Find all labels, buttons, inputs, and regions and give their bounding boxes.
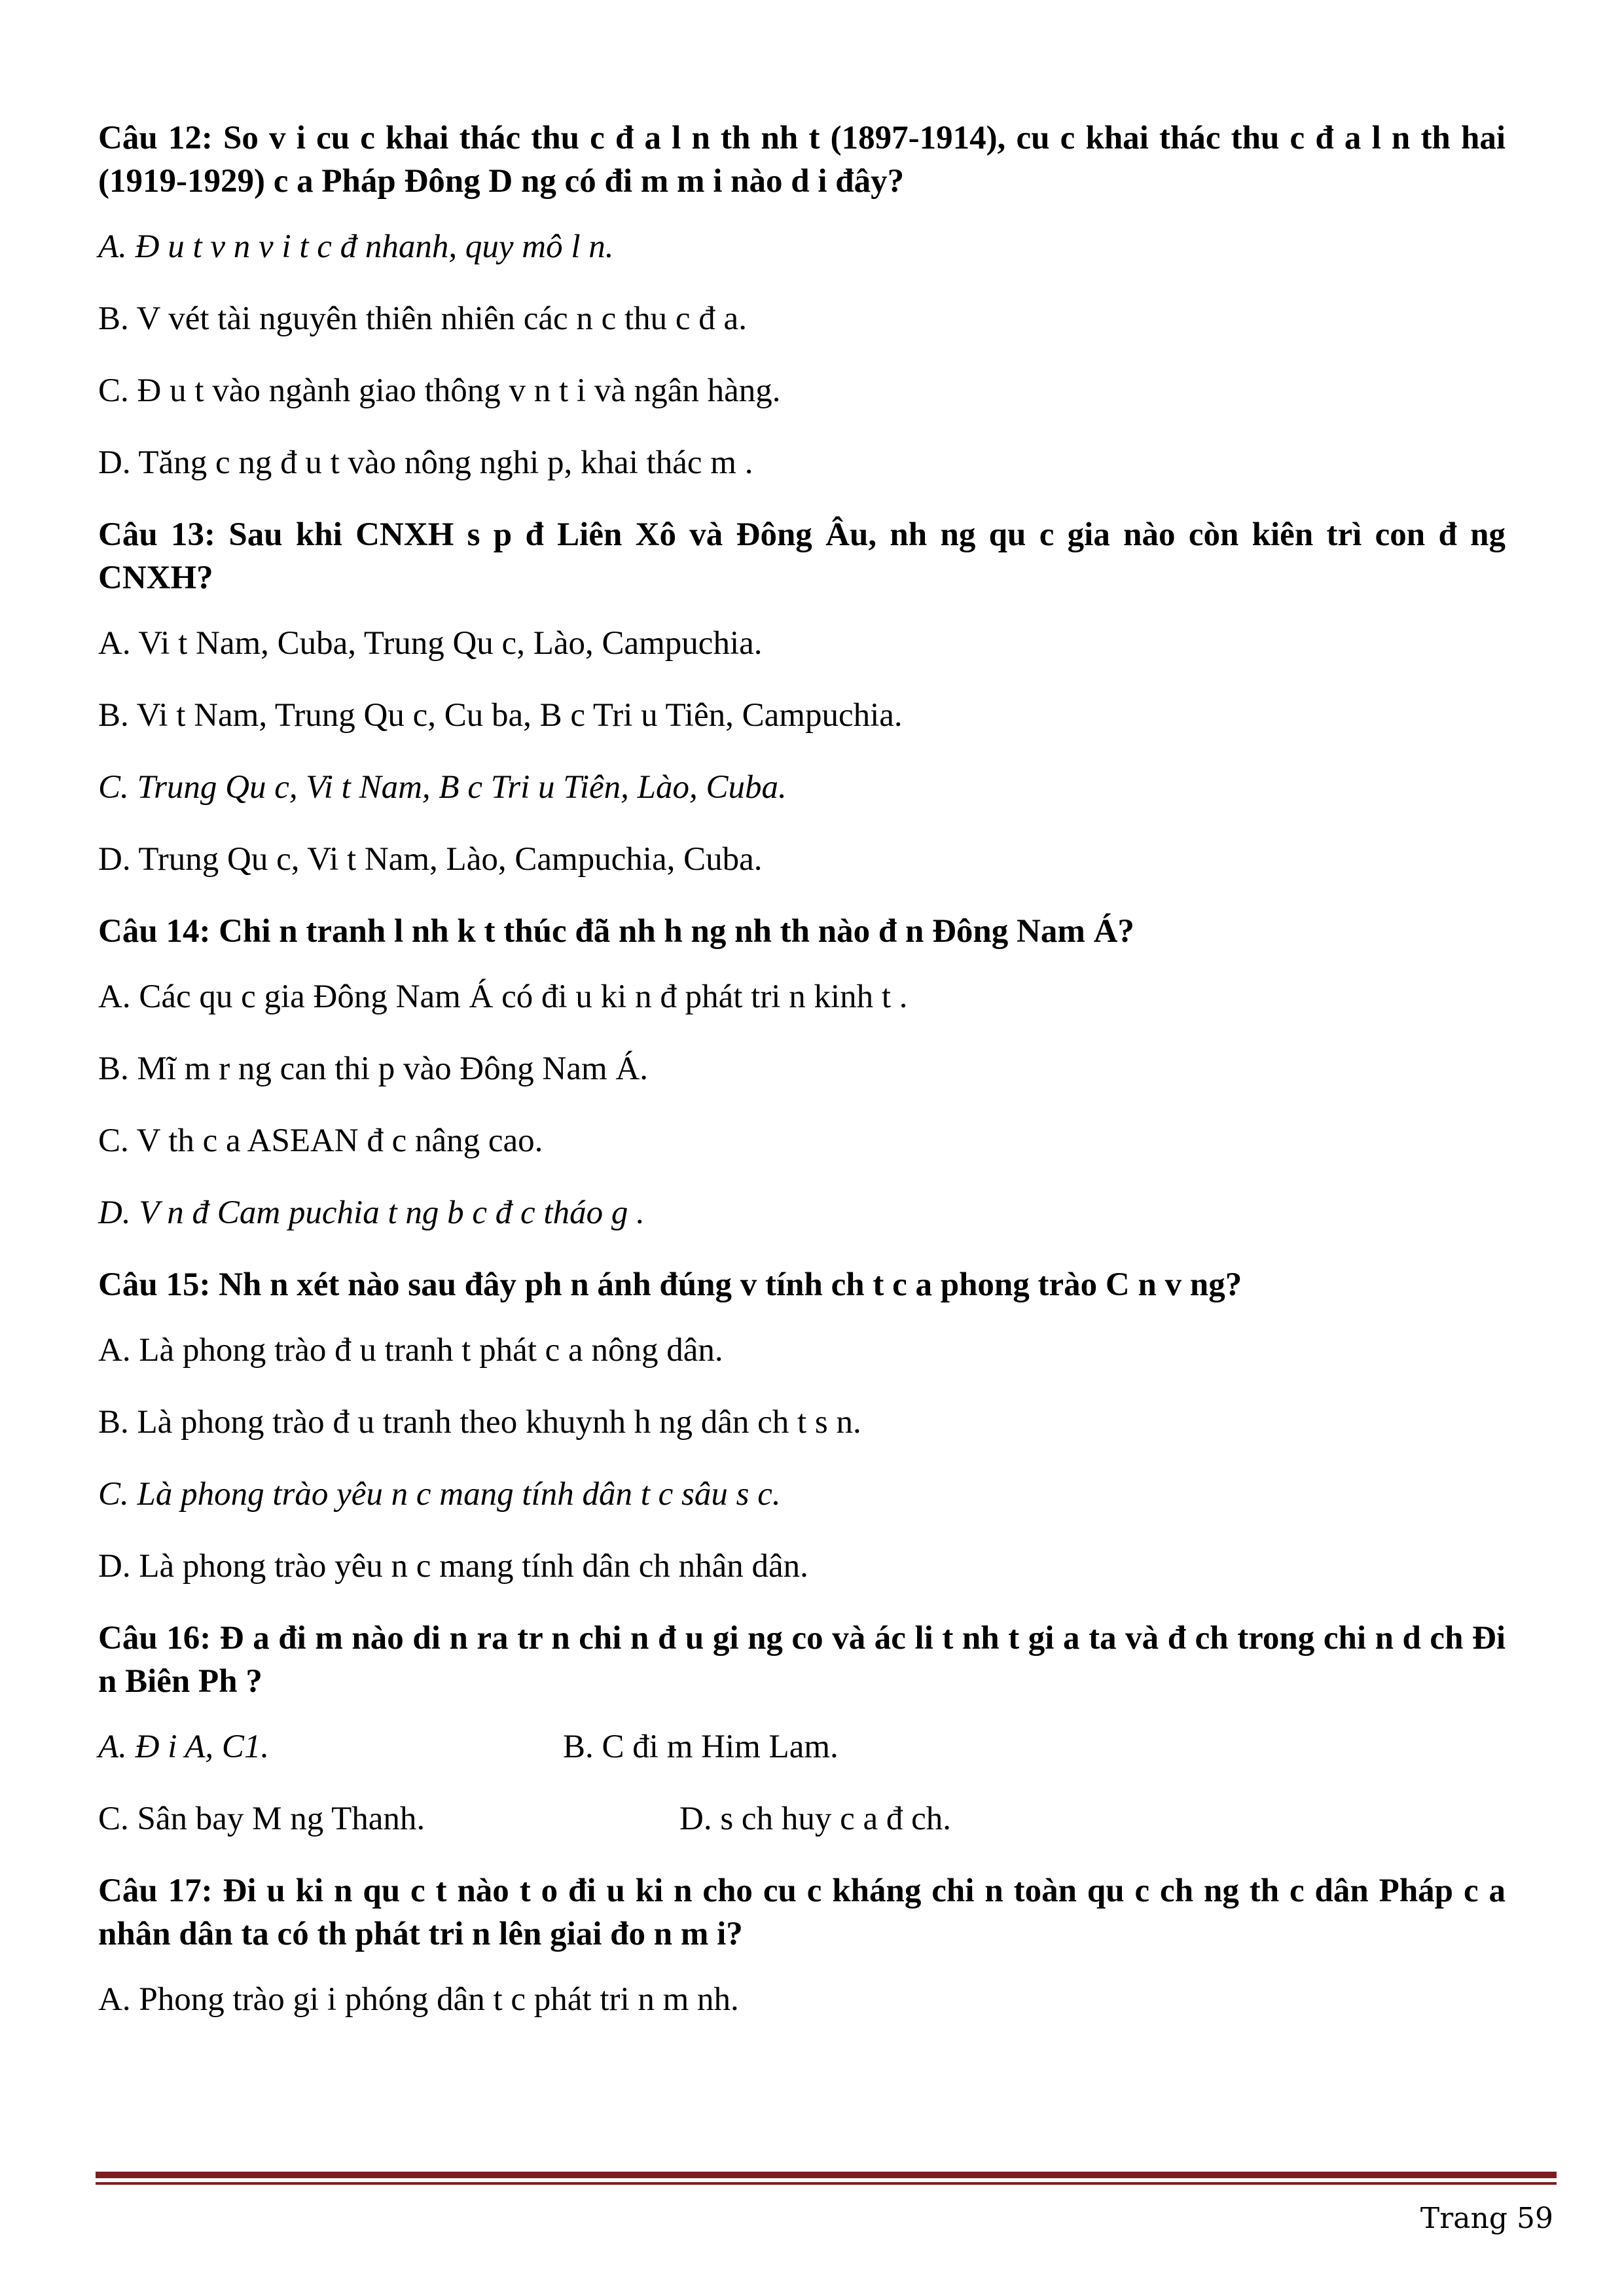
- question-13-option-d: D. Trung Qu c, Vi t Nam, Lào, Campuchia, Cuba.: [98, 841, 763, 878]
- footer-divider-thin: [96, 2182, 1557, 2185]
- question-16-option-c: C. Sân bay M ng Thanh.: [98, 1801, 425, 1837]
- question-block-16: [98, 1617, 1506, 1840]
- question-14-text: Câu 14: Chi n tranh l nh k t thúc đã nh h ng nh th nào đ n Đông Nam Á?: [98, 913, 1134, 950]
- page-number: Trang 59: [1420, 2202, 1553, 2235]
- question-14-option-c: C. V th c a ASEAN đ c nâng cao.: [98, 1122, 543, 1159]
- question-12-option-d: D. Tăng c ng đ u t vào nông nghi p, khai thác m .: [98, 444, 753, 481]
- question-13-option-a: A. Vi t Nam, Cuba, Trung Qu c, Lào, Campuchia.: [98, 625, 763, 662]
- question-12-option-a: A. Đ u t v n v i t c đ nhanh, quy mô l n.: [98, 228, 614, 265]
- question-block-12: [98, 117, 1506, 484]
- question-14-option-d: D. V n đ Cam puchia t ng b c đ c tháo g .: [98, 1194, 645, 1231]
- question-13-option-b: B. Vi t Nam, Trung Qu c, Cu ba, B c Tri u Tiên, Campuchia.: [98, 697, 903, 734]
- question-16-options-row-1: [98, 1725, 1506, 1768]
- question-15-option-c: C. Là phong trào yêu n c mang tính dân t c sâu s c.: [98, 1476, 781, 1513]
- question-block-13: [98, 513, 1506, 881]
- question-17-option-a: A. Phong trào gi i phóng dân t c phát tri n m nh.: [98, 1981, 739, 2018]
- footer-divider-thick: [96, 2172, 1557, 2178]
- page-content: [98, 117, 1506, 2050]
- question-12-option-c: C. Đ u t vào ngành giao thông v n t i và ngân hàng.: [98, 372, 781, 409]
- question-12-option-b: B. V vét tài nguyên thiên nhiên các n c thu c đ a.: [98, 300, 747, 337]
- question-16-option-b: B. C đi m Him Lam.: [563, 1729, 839, 1765]
- question-block-17: [98, 1869, 1506, 2021]
- question-16-option-a: A. Đ i A, C1.: [98, 1729, 270, 1765]
- question-16-options-row-2: [98, 1797, 1506, 1840]
- question-16-text: Câu 16: Đ a đi m nào di n ra tr n chi n đ u gi ng co và ác li t nh t gi a ta và đ ch trong chi n d ch Đi n Biên Ph ?: [98, 1620, 1506, 1700]
- question-15-option-b: B. Là phong trào đ u tranh theo khuynh h ng dân ch t s n.: [98, 1404, 861, 1441]
- question-15-text: Câu 15: Nh n xét nào sau đây ph n ánh đúng v tính ch t c a phong trào C n v ng?: [98, 1266, 1242, 1303]
- question-14-option-b: B. Mĩ m r ng can thi p vào Đông Nam Á.: [98, 1050, 648, 1087]
- question-13-option-c: C. Trung Qu c, Vi t Nam, B c Tri u Tiên, Lào, Cuba.: [98, 769, 787, 806]
- question-13-text: Câu 13: Sau khi CNXH s p đ Liên Xô và Đông Âu, nh ng qu c gia nào còn kiên trì con đ ng CNXH?: [98, 516, 1506, 596]
- question-14-option-a: A. Các qu c gia Đông Nam Á có đi u ki n đ phát tri n kinh t .: [98, 978, 908, 1015]
- question-block-14: [98, 910, 1506, 1234]
- question-15-option-d: D. Là phong trào yêu n c mang tính dân ch nhân dân.: [98, 1548, 808, 1585]
- question-16-option-d: D. s ch huy c a đ ch.: [679, 1801, 951, 1837]
- question-17-text: Câu 17: Đi u ki n qu c t nào t o đi u ki n cho cu c kháng chi n toàn qu c ch ng th c dân Pháp c a nhân dân ta có th phát tri n lên giai đo n m i?: [98, 1873, 1506, 1952]
- question-15-option-a: A. Là phong trào đ u tranh t phát c a nông dân.: [98, 1332, 723, 1369]
- question-block-15: [98, 1263, 1506, 1588]
- question-12-text: Câu 12: So v i cu c khai thác thu c đ a l n th nh t (1897-1914), cu c khai thác thu c đ a l n th hai (1919-1929) c a Pháp Đông D ng có đi m m i nào d i đây?: [98, 120, 1506, 200]
